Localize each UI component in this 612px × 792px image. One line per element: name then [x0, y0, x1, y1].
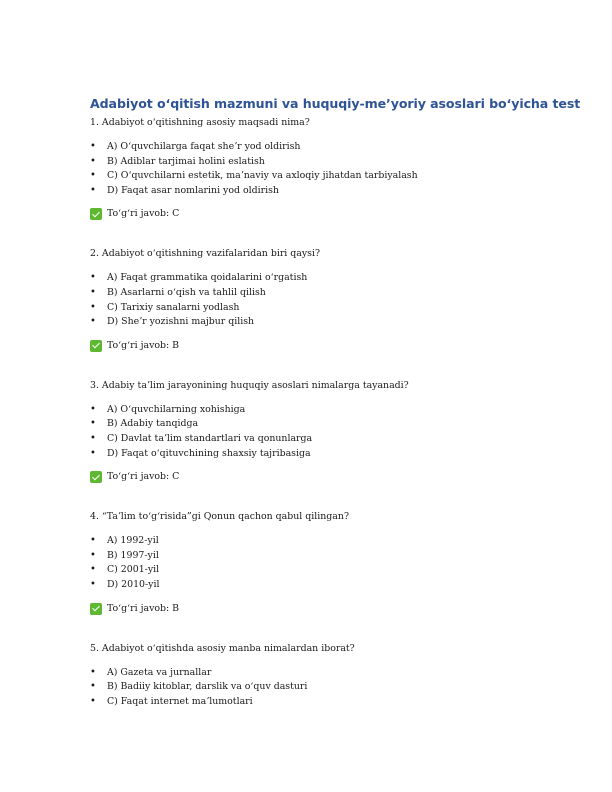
option-item	[90, 169, 530, 184]
bullet-icon: •	[90, 184, 96, 196]
spacer	[90, 353, 530, 379]
bullet-icon: •	[90, 447, 96, 459]
check-mark-icon	[90, 603, 102, 615]
option-item	[90, 578, 530, 593]
spacer	[90, 198, 530, 207]
option-label: D) Faqat oʻqituvchining shaxsiy tajribasiga	[107, 447, 311, 459]
spacer	[90, 330, 530, 339]
option-label: C) Faqat internet maʼlumotlari	[107, 695, 253, 707]
option-label: B) 1997-yil	[107, 549, 159, 561]
option-label: D) 2010-yil	[107, 578, 160, 590]
option-item	[90, 695, 530, 710]
option-item	[90, 666, 530, 681]
spacer	[90, 260, 530, 271]
check-mark-icon	[90, 208, 102, 220]
bullet-icon: •	[90, 681, 96, 693]
option-label: A) Faqat grammatika qoidalarini oʻrgatish	[107, 272, 308, 284]
bullet-icon: •	[90, 272, 96, 284]
option-item	[90, 315, 530, 330]
option-list	[90, 140, 530, 198]
option-label: B) Badiiy kitoblar, darslik va oʻquv dasturi	[107, 681, 308, 693]
bullet-icon: •	[90, 578, 96, 590]
option-item	[90, 680, 530, 695]
option-item	[90, 140, 530, 155]
spacer	[90, 593, 530, 602]
option-label: A) Oʻquvchilarga faqat sheʼr yod oldirish	[107, 141, 301, 152]
spacer	[90, 221, 530, 247]
bullet-icon: •	[90, 666, 96, 678]
option-item	[90, 432, 530, 447]
spacer	[90, 129, 530, 140]
correct-answer-text: Toʻgʻri javob: B	[107, 602, 180, 614]
correct-answer-text: Toʻgʻri javob: C	[107, 471, 180, 483]
bullet-icon: •	[90, 418, 96, 430]
bullet-icon: •	[90, 403, 96, 415]
bullet-icon: •	[90, 316, 96, 328]
question-text: 5. Adabiyot oʻqitishda asosiy manba nimalardan iborat?	[90, 642, 355, 654]
correct-answer	[90, 470, 530, 484]
option-list	[90, 666, 530, 710]
check-mark-icon	[90, 471, 102, 483]
option-label: B) Adabiy tanqidga	[107, 418, 199, 430]
question-block	[90, 642, 530, 710]
spacer	[90, 392, 530, 403]
question-block	[90, 379, 530, 510]
question-text: 2. Adabiyot oʻqitishning vazifalaridan biri qaysi?	[90, 248, 321, 260]
option-label: D) Faqat asar nomlarini yod oldirish	[107, 184, 279, 196]
option-list	[90, 534, 530, 592]
option-list	[90, 403, 530, 461]
bullet-icon: •	[90, 695, 96, 707]
option-item	[90, 403, 530, 418]
bullet-icon: •	[90, 141, 96, 152]
option-item	[90, 549, 530, 564]
correct-answer-text: Toʻgʻri javob: B	[107, 339, 180, 351]
option-item	[90, 184, 530, 199]
bullet-icon: •	[90, 432, 96, 444]
option-item	[90, 563, 530, 578]
option-item	[90, 155, 530, 170]
correct-answer-text: Toʻgʻri javob: C	[107, 208, 180, 220]
option-item	[90, 417, 530, 432]
bullet-icon: •	[90, 564, 96, 576]
bullet-icon: •	[90, 170, 96, 182]
option-label: A) 1992-yil	[107, 535, 159, 547]
option-item	[90, 301, 530, 316]
option-item	[90, 534, 530, 549]
option-label: B) Adiblar tarjimai holini eslatish	[107, 155, 265, 167]
spacer	[90, 616, 530, 642]
question-text: 4. “Taʼlim toʻgʻrisida”gi Qonun qachon qabul qilingan?	[90, 511, 349, 523]
option-list	[90, 271, 530, 329]
option-label: A) Oʻquvchilarning xohishiga	[107, 403, 246, 415]
option-item	[90, 447, 530, 462]
spacer	[90, 484, 530, 510]
spacer	[90, 655, 530, 666]
bullet-icon: •	[90, 286, 96, 298]
option-label: D) Sheʼr yozishni majbur qilish	[107, 316, 255, 328]
spacer	[90, 461, 530, 470]
question-text: 3. Adabiy taʼlim jarayonining huquqiy asoslari nimalarga tayanadi?	[90, 379, 409, 391]
bullet-icon: •	[90, 155, 96, 167]
document-content	[90, 94, 581, 709]
correct-answer	[90, 207, 530, 221]
question-block	[90, 510, 530, 641]
option-label: C) Davlat taʼlim standartlari va qonunlarga	[107, 432, 313, 444]
question-list	[90, 116, 530, 709]
bullet-icon: •	[90, 549, 96, 561]
option-label: A) Gazeta va jurnallar	[107, 666, 212, 678]
correct-answer	[90, 602, 530, 616]
option-item	[90, 286, 530, 301]
check-mark-icon	[90, 340, 102, 352]
spacer	[90, 523, 530, 534]
bullet-icon: •	[90, 301, 96, 313]
question-block	[90, 247, 530, 378]
option-label: C) Oʻquvchilarni estetik, maʼnaviy va axloqiy jihatdan tarbiyalash	[107, 170, 418, 182]
option-item	[90, 271, 530, 286]
document-title: Adabiyot oʻqitish mazmuni va huquqiy-meʼyoriy asoslari boʻyicha test	[90, 96, 581, 111]
question-block	[90, 116, 530, 247]
question-text: 1. Adabiyot oʻqitishning asosiy maqsadi nima?	[90, 117, 310, 128]
bullet-icon: •	[90, 535, 96, 547]
option-label: C) 2001-yil	[107, 564, 160, 576]
correct-answer	[90, 339, 530, 353]
option-label: C) Tarixiy sanalarni yodlash	[107, 301, 240, 313]
option-label: B) Asarlarni oʻqish va tahlil qilish	[107, 286, 266, 298]
